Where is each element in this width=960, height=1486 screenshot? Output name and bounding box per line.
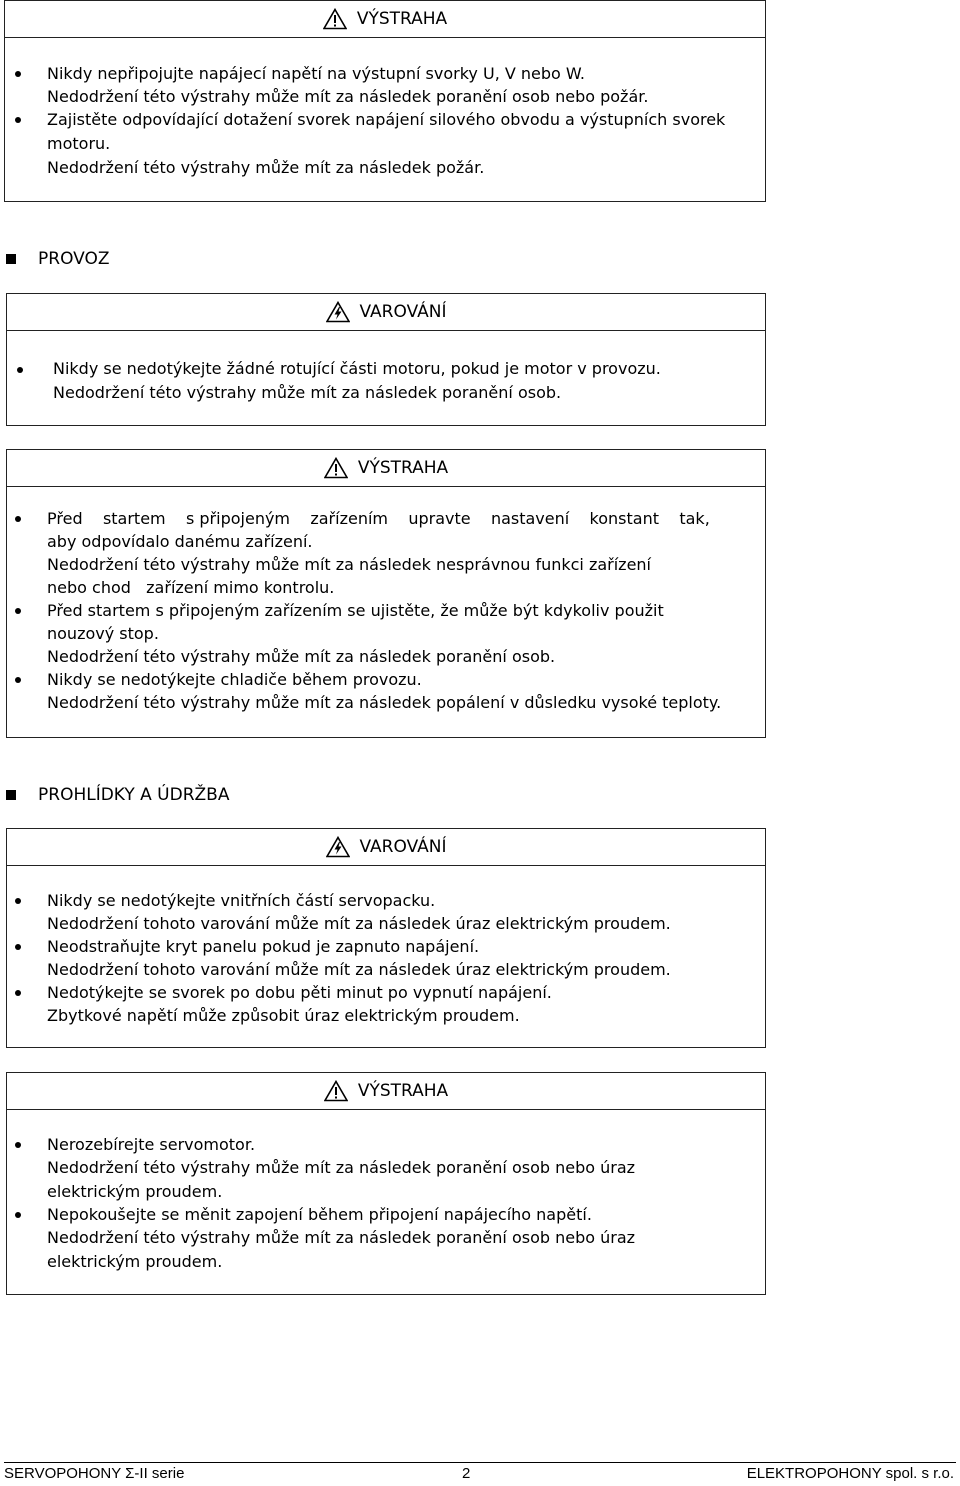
footer-rule xyxy=(4,1462,956,1463)
warning-triangle-icon xyxy=(324,457,348,479)
bullet xyxy=(15,1142,21,1148)
box4-line-4: Nedodržení tohoto varování může mít za následek úraz elektrickým proudem. xyxy=(47,960,671,979)
box1-line-5: Nedodržení této výstrahy může mít za následek požár. xyxy=(47,158,485,177)
caution-box-2-title: VÝSTRAHA xyxy=(357,458,449,478)
box4-line-6: Zbytkové napětí může způsobit úraz elektrickým proudem. xyxy=(47,1006,520,1025)
bullet xyxy=(15,990,21,996)
caution-box-1 xyxy=(4,0,766,202)
box4-line-2: Nedodržení tohoto varování může mít za následek úraz elektrickým proudem. xyxy=(47,914,671,933)
box3-line-1: Před startem s připojeným zařízením upravte nastavení konstant tak, xyxy=(47,509,710,528)
caution-box-1-title: VÝSTRAHA xyxy=(356,9,448,29)
caution-box-2-header xyxy=(7,450,765,487)
electrical-hazard-icon xyxy=(326,836,350,858)
box1-line-1: Nikdy nepřipojujte napájecí napětí na výstupní svorky U, V nebo W. xyxy=(47,64,585,83)
box1-line-4: motoru. xyxy=(47,134,111,153)
bullet xyxy=(15,677,21,683)
box1-line-2: Nedodržení této výstrahy může mít za následek poranění osob nebo požár. xyxy=(47,87,649,106)
box4-line-3: Neodstraňujte kryt panelu pokud je zapnuto napájení. xyxy=(47,937,480,956)
box3-line-6: nouzový stop. xyxy=(47,624,159,643)
electrical-hazard-icon xyxy=(326,301,350,323)
box1-line-3: Zajistěte odpovídající dotažení svorek napájení silového obvodu a výstupních svorek xyxy=(47,110,726,129)
box5-line-3: elektrickým proudem. xyxy=(47,1182,223,1201)
box4-line-5: Nedotýkejte se svorek po dobu pěti minut po vypnutí napájení. xyxy=(47,983,552,1002)
box4-line-1: Nikdy se nedotýkejte vnitřních částí servopacku. xyxy=(47,891,436,910)
bullet xyxy=(15,71,21,77)
bullet xyxy=(15,944,21,950)
warning-box-2 xyxy=(6,828,766,1048)
section-heading-provoz: PROVOZ xyxy=(38,249,110,269)
warning-box-2-header xyxy=(7,829,765,866)
warning-box-2-title: VAROVÁNÍ xyxy=(359,837,447,857)
box3-line-5: Před startem s připojeným zařízením se ujistěte, že může být kdykoliv použit xyxy=(47,601,664,620)
box5-line-2: Nedodržení této výstrahy může mít za následek poranění osob nebo úraz xyxy=(47,1158,636,1177)
caution-box-3 xyxy=(6,1072,766,1295)
warning-box-1-title: VAROVÁNÍ xyxy=(359,302,447,322)
box5-line-4: Nepokoušejte se měnit zapojení během připojení napájecího napětí. xyxy=(47,1205,592,1224)
bullet xyxy=(15,898,21,904)
caution-box-3-title: VÝSTRAHA xyxy=(357,1081,449,1101)
bullet xyxy=(15,117,21,123)
bullet xyxy=(17,367,23,373)
footer-title: SERVOPOHONY Σ-II serie xyxy=(4,1465,185,1482)
box3-line-7: Nedodržení této výstrahy může mít za následek poranění osob. xyxy=(47,647,556,666)
warning-box-1-header xyxy=(7,294,765,331)
box3-line-9: Nedodržení této výstrahy může mít za následek popálení v důsledku vysoké teploty. xyxy=(47,693,722,712)
bullet xyxy=(15,516,21,522)
box3-line-8: Nikdy se nedotýkejte chladiče během provozu. xyxy=(47,670,422,689)
section-marker xyxy=(6,790,16,800)
caution-box-1-header xyxy=(5,1,765,38)
box3-line-2: aby odpovídalo danému zařízení. xyxy=(47,532,313,551)
footer-company: ELEKTROPOHONY spol. s r.o. xyxy=(746,1465,954,1482)
bullet xyxy=(15,608,21,614)
warning-triangle-icon xyxy=(324,1080,348,1102)
section-marker xyxy=(6,254,16,264)
box5-line-6: elektrickým proudem. xyxy=(47,1252,223,1271)
footer-page-number: 2 xyxy=(462,1465,471,1482)
caution-box-2 xyxy=(6,449,766,738)
warning-triangle-icon xyxy=(323,8,347,30)
warning-box-1 xyxy=(6,293,766,426)
bullet xyxy=(15,1212,21,1218)
box2-line-1: Nikdy se nedotýkejte žádné rotující části motoru, pokud je motor v provozu. xyxy=(53,359,661,378)
box5-line-1: Nerozebírejte servomotor. xyxy=(47,1135,256,1154)
box2-line-2: Nedodržení této výstrahy může mít za následek poranění osob. xyxy=(53,383,562,402)
section-heading-prohlidky: PROHLÍDKY A ÚDRŽBA xyxy=(38,785,230,805)
box3-line-4: nebo chod zařízení mimo kontrolu. xyxy=(47,578,335,597)
box5-line-5: Nedodržení této výstrahy může mít za následek poranění osob nebo úraz xyxy=(47,1228,636,1247)
box3-line-3: Nedodržení této výstrahy může mít za následek nesprávnou funkci zařízení xyxy=(47,555,651,574)
caution-box-3-header xyxy=(7,1073,765,1110)
